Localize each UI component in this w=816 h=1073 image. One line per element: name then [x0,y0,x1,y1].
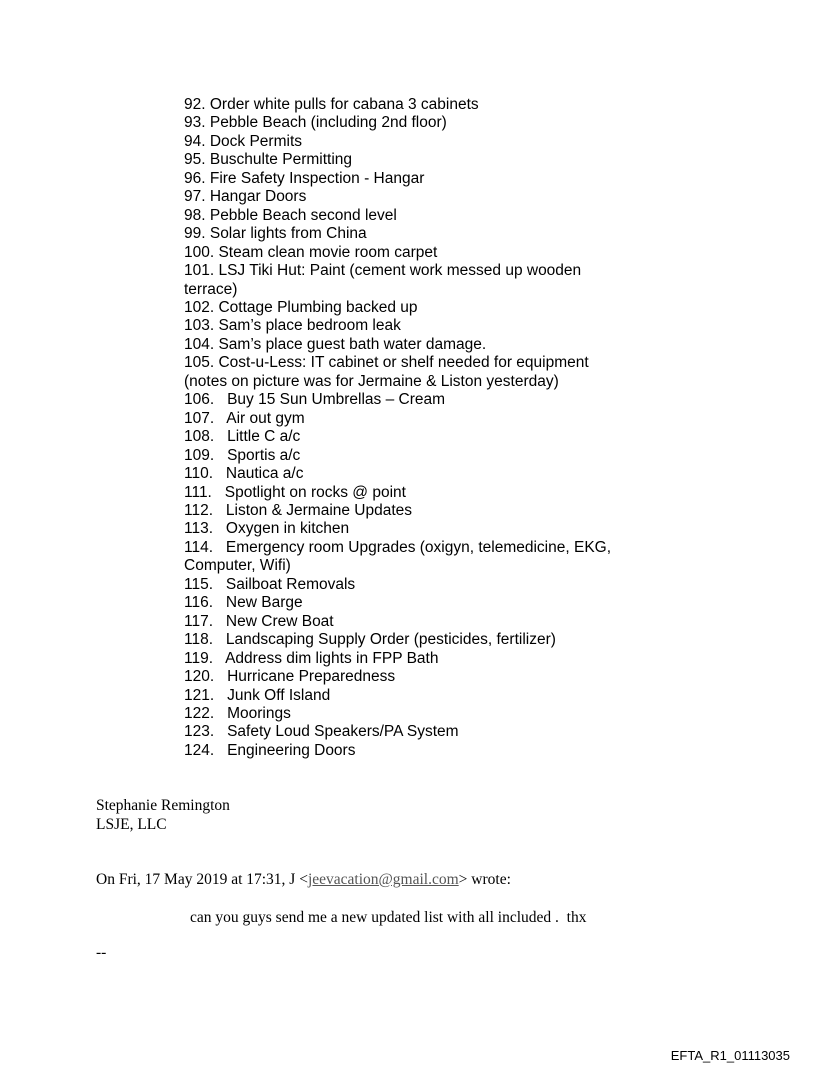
list-item: 96. Fire Safety Inspection - Hangar [184,169,425,187]
list-item: 97. Hangar Doors [184,188,307,206]
list-item: 107. Air out gym [184,409,305,427]
list-item: 102. Cottage Plumbing backed up [184,298,418,316]
list-item: 116. New Barge [184,594,303,612]
list-item: 124. Engineering Doors [184,741,356,759]
signature-company: LSJE, LLC [96,816,167,833]
list-item: 93. Pebble Beach (including 2nd floor) [184,114,447,132]
list-item: 111. Spotlight on rocks @ point [184,483,406,501]
list-item: 101. LSJ Tiki Hut: Paint (cement work messed up wooden [184,262,582,280]
list-item: terrace) [184,280,238,298]
document-id: EFTA_R1_01113035 [670,1048,790,1063]
list-item: 110. Nautica a/c [184,465,304,483]
list-item: 121. Junk Off Island [184,686,331,704]
list-item: 103. Sam’s place bedroom leak [184,317,401,335]
list-item: 98. Pebble Beach second level [184,206,397,224]
list-item: 99. Solar lights from China [184,225,367,243]
list-item: (notes on picture was for Jermaine & Liston yesterday) [184,372,559,390]
list-item: 117. New Crew Boat [184,612,334,630]
list-item: 105. Cost-u-Less: IT cabinet or shelf needed for equipment [184,354,589,372]
list-item: 113. Oxygen in kitchen [184,520,350,538]
list-item: 112. Liston & Jermaine Updates [184,501,413,519]
list-item: 95. Buschulte Permitting [184,151,353,169]
list-item: 104. Sam’s place guest bath water damage. [184,335,487,353]
quoted-message: can you guys send me a new updated list with all included . thx [190,909,587,926]
task-list [184,96,644,760]
signature-separator: -- [96,944,107,961]
list-item: 114. Emergency room Upgrades (oxigyn, telemedicine, EKG, [184,538,612,556]
signature-block [96,796,230,834]
reply-prefix: On Fri, 17 May 2019 at 17:31, J < [96,871,308,888]
reply-suffix: > wrote: [458,871,511,888]
list-item: 94. Dock Permits [184,132,303,150]
signature-name: Stephanie Remington [96,797,230,814]
sender-email-link[interactable]: jeevacation@gmail.com [307,871,459,888]
list-item: 120. Hurricane Preparedness [184,668,396,686]
list-item: 115. Sailboat Removals [184,575,356,593]
reply-header [96,870,511,889]
list-item: 118. Landscaping Supply Order (pesticides, fertilizer) [184,631,556,649]
list-item: Computer, Wifi) [184,557,291,575]
list-item: 122. Moorings [184,704,291,722]
list-item: 106. Buy 15 Sun Umbrellas – Cream [184,391,446,409]
list-item: 119. Address dim lights in FPP Bath [184,649,439,667]
list-item: 92. Order white pulls for cabana 3 cabinets [184,96,479,113]
list-item: 109. Sportis a/c [184,446,301,464]
list-item: 123. Safety Loud Speakers/PA System [184,723,459,741]
list-item: 100. Steam clean movie room carpet [184,243,438,261]
list-item: 108. Little C a/c [184,428,301,446]
